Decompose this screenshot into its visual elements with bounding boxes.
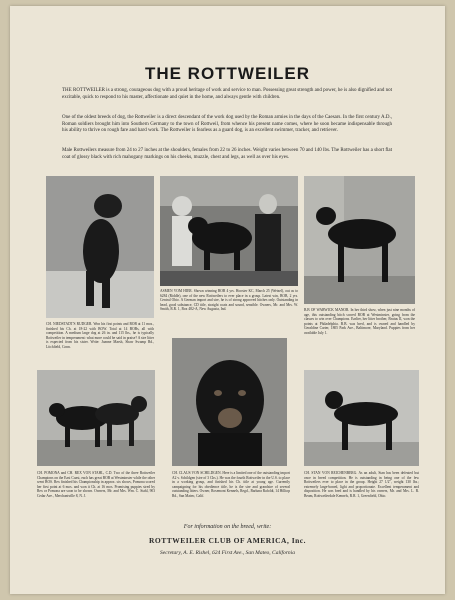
footer-club-name: ROTTWEILER CLUB OF AMERICA, Inc.: [149, 536, 306, 545]
photo-asmen-vom-hier: [160, 176, 298, 286]
caption-niedstadts-rudger: CH. NIEDSTADT'S RUDGER. Won his first points and BOB at 11 mos., finished his Ch. at 18-22 with BOW. Total at 14 BOBs, all with competition. A medium large dog at 26 in. and 115 lbs., he is typically Rottweiler in temperament: what more could be said in praise? A sire litter is expected from his sister. Write: Joanne Marsh, Shaw Swamp Rd., Litchfield, Conn.: [46, 322, 154, 349]
caption-pomona-and-rex: CH. POMONA and CH. REX VON STAHL, C.D. Two of the three Rottweiler Champions on the East Coast, each has great BOB at Westminster while the other went BOS. Rex finished his Championship in approx. six shows, Pomona scored her first point at 6 mos. and won it Ch. at 16 mos. Promising puppies sired by Rex or Pomona are soon to be shown. Owners, Mr. and Mrs. Wm. C. Stahl, 903 Cedar Ave., Merchantville 8, N. J.: [37, 471, 155, 498]
photo-bb-of-warwick-manor: [304, 176, 415, 304]
caption-asmen-vom-hier: ASMEN VOM HIER. Shown winning BOB 4 yrs. Hoosier KC, March 25 (Wetzel), out as to 6284 (Riddle), one of the new Rottweilers to ever place in a group. Latest win, BOB, 2 yrs. Central Ohio. A German import and sire, he is of strong approved hitches only. Outstanding in head, good substance, CD title, straight coats and sound, sensible. Owners, Mr. and Mrs. W. Smith, R.R. 1, Box 482-A, New Augusta, Ind.: [160, 289, 298, 312]
intro-paragraph-2: One of the oldest breeds of dog, the Rottweiler is a direct descendant of the work dog used by the Roman armies in the days of the Caesars. In the first century A.D., Roman soldiers brought him into Southern Germany to the town of Rottweil, from whence his present name comes, where he soon became indispensable through his ability to thrive on rough fare and hard work. The Rottweiler is fearless as a guard dog, is an excellent swimmer, tracker, and retriever.: [62, 115, 392, 134]
photo-claus-von-schildgen: [172, 338, 287, 466]
footer-intro: For information on the breed, write:: [183, 524, 272, 530]
footer-address: Secretary, A. E. Rishel, 624 First Ave., San Mateo, California: [160, 550, 295, 556]
page-title: THE ROTTWEILER: [144, 64, 311, 83]
photo-niedstadts-rudger: [46, 176, 154, 318]
caption-bb-of-warwick-manor: B.B OF WARWICK MANOR. In her third show, when just nine months of age, this outstanding bitch scored BOB at Westminster, going from the classes to win over Champions. Earlier, her litter brother, Brutus II, won the points at Philadelphia. B.B. was bred, and is owned and handled by Geraldine Carter, 1805 Park Ave., Baltimore, Maryland. Puppies from her available July 1.: [304, 308, 415, 335]
intro-paragraph-1: THE ROTTWEILER is a strong, courageous dog with a proud heritage of work and service to man. Possessing great strength and power, he is also dignified and not excitable, quick to respond to his master, affectionate and quiet in the home, and always gentle with children.: [62, 88, 392, 100]
caption-stan-von-reichenberg: CH. STAN VON REICHENBERG. As an adult, Stan has been defeated but once in breed competition. He is outstanding in being one of the few Rottweilers ever to place in the group. Height 27 1/2", weight 130 lbs.; extremely large-boned, light and proportionate. Excellent temperament and disposition. He was bred and is handled by his owners, Mr. and Mrs. L. R. Beam, Rottweilerdale Kennels, R.R. 1, Greenfield, Ohio.: [304, 471, 419, 498]
photo-pomona-and-rex: [37, 370, 155, 466]
photo-stan-von-reichenberg: [304, 370, 419, 466]
magazine-page: [10, 6, 445, 594]
intro-paragraph-3: Male Rottweilers measure from 24 to 27 inches at the shoulders, females from 22 to 26 inches. Weight varies between 70 and 140 lbs. The Rottweiler has a short flat coat of glossy black with rich mahogany markings on his cheeks, muzzle, chest and legs, as well as over his eyes.: [62, 148, 392, 160]
caption-claus-von-schildgen: CH. CLAUS VON SCHILDGEN. Here is a limited one of the outstanding import A2 v. Schildgen (sire of 3 Chs.). He was the fourth Rottweiler in the U.S. to place in a working group, and finished his Ch. title at young age. Currently campaigning for his obedience title, he is the sire and grandsire of several outstanding litters. Owner, Rosemont Kennels, Regd., Barbara Rafoldt, 14 Hilltop Rd., San Mateo, Calif.: [172, 471, 290, 498]
